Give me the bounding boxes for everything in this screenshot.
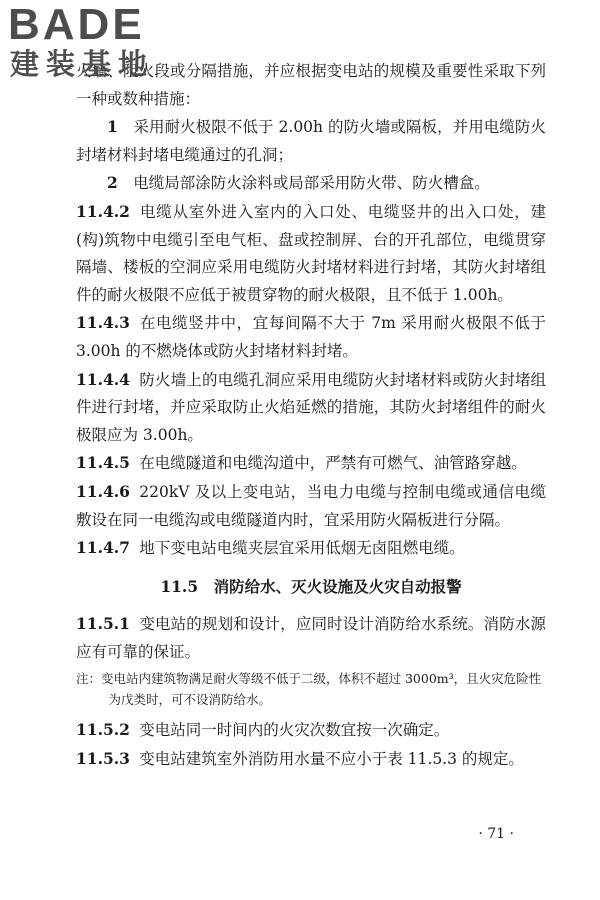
clause-11-4-6	[76, 478, 546, 534]
clause-11-5-2	[76, 716, 546, 745]
clause-number: 11.4.5	[76, 453, 130, 473]
clause-text: 电缆从室外进入室内的入口处、电缆竖井的出入口处，建(构)筑物中电缆引至电气柜、盘或控制屏、台的开孔部位，电缆贯穿隔墙、楼板的空洞应采用电缆防火封堵材料进行封堵，其防火封堵组件的耐火极限不应低于被贯穿物的耐火极限，且不低于 1.00h。	[76, 202, 546, 304]
clause-text: 220kV 及以上变电站，当电力电缆与控制电缆或通信电缆敷设在同一电缆沟或电缆隧道内时，宜采用防火隔板进行分隔。	[76, 482, 546, 529]
clause-text: 在电缆隧道和电缆沟道中，严禁有可燃气、油管路穿越。	[139, 454, 527, 473]
clause-11-5-3	[76, 745, 546, 774]
page-number: · 71 ·	[478, 826, 514, 842]
logo-sub-text: 建装基地	[10, 47, 155, 81]
clause-number: 11.4.2	[76, 201, 130, 221]
clause-number: 11.5.2	[76, 720, 130, 740]
clause-text: 在电缆竖井中，宜每间隔不大于 7m 采用耐火极限不低于 3.00h 的不燃烧体或防火封堵材料封堵。	[76, 314, 546, 360]
clause-number: 11.5.3	[76, 749, 130, 769]
clause-text: 防火墙上的电缆孔洞应采用电缆防火封堵材料或防火封堵组件进行封堵，并应采取防止火焰延燃的措施，其防火封堵组件的耐火极限应为 3.00h。	[76, 370, 546, 444]
clause-11-4-4	[76, 366, 546, 450]
list-item-text: 电缆局部涂防火涂料或局部采用防火带、防火槽盒。	[133, 174, 490, 193]
clause-11-4-5	[76, 449, 546, 478]
clause-11-5-1	[76, 610, 546, 666]
document-page	[76, 58, 546, 774]
clause-11-4-2	[76, 198, 546, 309]
list-item-1	[76, 113, 546, 169]
list-item-number: 2	[107, 173, 118, 193]
clause-text: 变电站同一时间内的火灾次数宜按一次确定。	[139, 721, 450, 740]
clause-text: 地下变电站电缆夹层宜采用低烟无卤阻燃电缆。	[139, 539, 465, 558]
logo-main-text: BADE	[8, 0, 145, 49]
clause-number: 11.4.6	[76, 481, 130, 501]
clause-11-4-3	[76, 309, 546, 365]
clause-text: 变电站建筑室外消防用水量不应小于表 11.5.3 的规定。	[139, 750, 524, 769]
list-item-2	[76, 169, 546, 198]
list-item-number: 1	[107, 117, 118, 137]
clause-number: 11.4.4	[76, 369, 130, 389]
clause-text: 变电站的规划和设计，应同时设计消防给水系统。消防水源应有可靠的保证。	[76, 615, 546, 661]
clause-number: 11.5.1	[76, 614, 130, 634]
paragraph-continuation: 火墙、阻火段或分隔措施，并应根据变电站的规模及重要性采取下列一种或数种措施：	[76, 62, 546, 108]
section-heading: 11.5 消防给水、灭火设施及火灾自动报警	[160, 576, 462, 596]
watermark-logo	[8, 2, 154, 80]
clause-number: 11.4.3	[76, 313, 130, 333]
list-item-text: 采用耐火极限不低于 2.00h 的防火墙或隔板，并用电缆防火封堵材料封堵电缆通过的孔洞；	[76, 118, 546, 164]
clause-number: 11.4.7	[76, 538, 130, 558]
clause-note: 注：变电站内建筑物满足耐火等级不低于二级，体积不超过 3000m³，且火灾危险性为戊类时，可不设消防给水。	[76, 671, 542, 708]
clause-11-4-7	[76, 534, 546, 563]
